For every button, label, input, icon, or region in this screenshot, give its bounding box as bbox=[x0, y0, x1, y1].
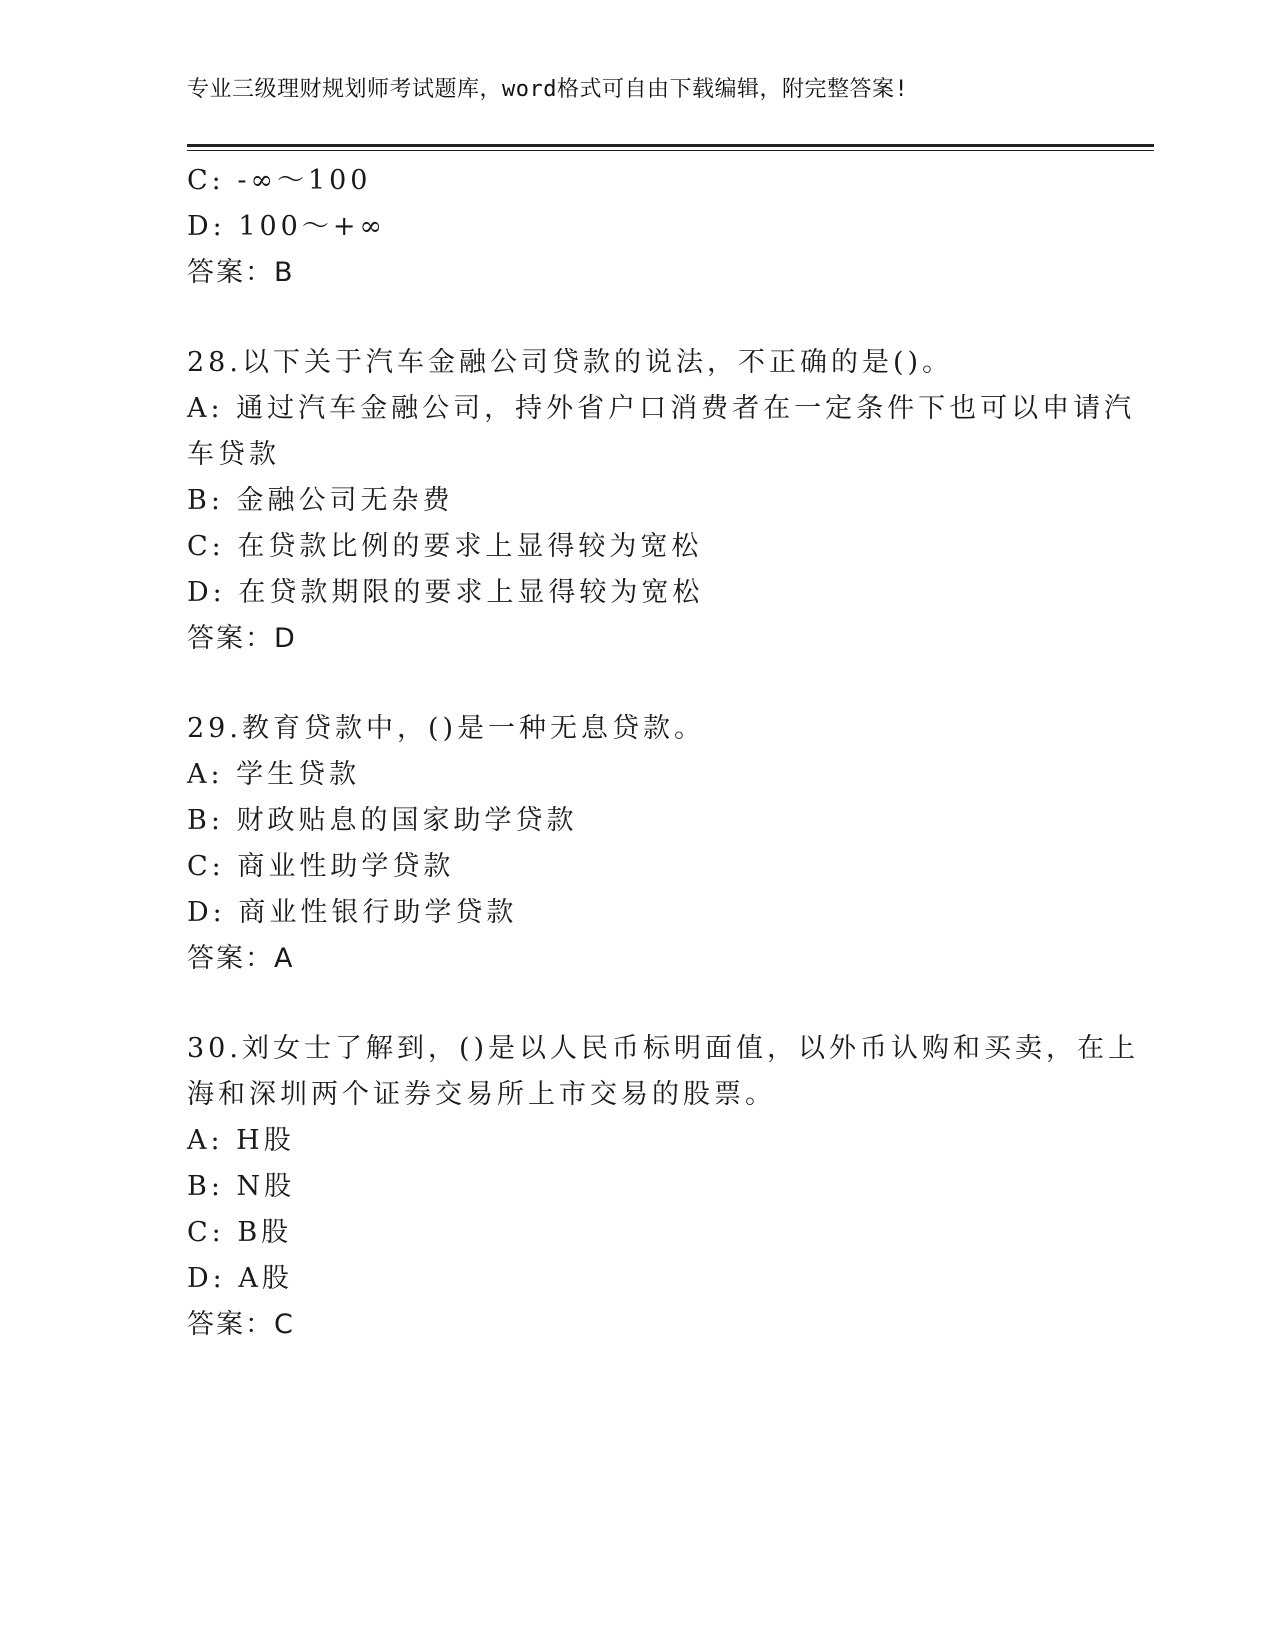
option-c: C: -∞～100 bbox=[187, 165, 372, 196]
option-b: B: N股 bbox=[187, 1171, 296, 1202]
document-body bbox=[187, 158, 1140, 1348]
option-b: B: 财政贴息的国家助学贷款 bbox=[187, 805, 578, 836]
question-29 bbox=[187, 706, 1087, 982]
page-header: 专业三级理财规划师考试题库，word格式可自由下载编辑，附完整答案! bbox=[187, 77, 909, 102]
question-27-tail bbox=[187, 158, 1087, 296]
option-c: C: 在贷款比例的要求上显得较为宽松 bbox=[187, 531, 703, 562]
question-stem: 28.以下关于汽车金融公司贷款的说法，不正确的是()。 bbox=[187, 347, 954, 378]
option-a: A: 通过汽车金融公司，持外省户口消费者在一定条件下也可以申请汽 bbox=[187, 393, 1136, 424]
question-stem: 29.教育贷款中，()是一种无息贷款。 bbox=[187, 713, 706, 744]
option-d: D: 商业性银行助学贷款 bbox=[187, 897, 518, 928]
question-stem-continued: 海和深圳两个证券交易所上市交易的股票。 bbox=[187, 1079, 776, 1110]
option-a-continued: 车贷款 bbox=[187, 439, 280, 470]
option-d: D: 100～+∞ bbox=[187, 211, 386, 242]
question-28 bbox=[187, 340, 1136, 662]
option-a: A: H股 bbox=[187, 1125, 295, 1156]
option-c: C: 商业性助学贷款 bbox=[187, 851, 455, 882]
header-rule-thin bbox=[187, 150, 1154, 151]
question-stem: 30.刘女士了解到，()是以人民币标明面值，以外币认购和买卖，在上 bbox=[187, 1033, 1140, 1064]
answer-line: 答案：D bbox=[187, 623, 297, 654]
option-c: C: B股 bbox=[187, 1217, 293, 1248]
answer-line: 答案：A bbox=[187, 943, 295, 974]
option-d: D: 在贷款期限的要求上显得较为宽松 bbox=[187, 577, 704, 608]
option-a: A: 学生贷款 bbox=[187, 759, 361, 790]
option-d: D: A股 bbox=[187, 1263, 293, 1294]
answer-line: 答案：B bbox=[187, 257, 295, 288]
question-30 bbox=[187, 1026, 1140, 1348]
header-rule-thick bbox=[187, 144, 1154, 147]
answer-line: 答案：C bbox=[187, 1309, 295, 1340]
option-b: B: 金融公司无杂费 bbox=[187, 485, 454, 516]
